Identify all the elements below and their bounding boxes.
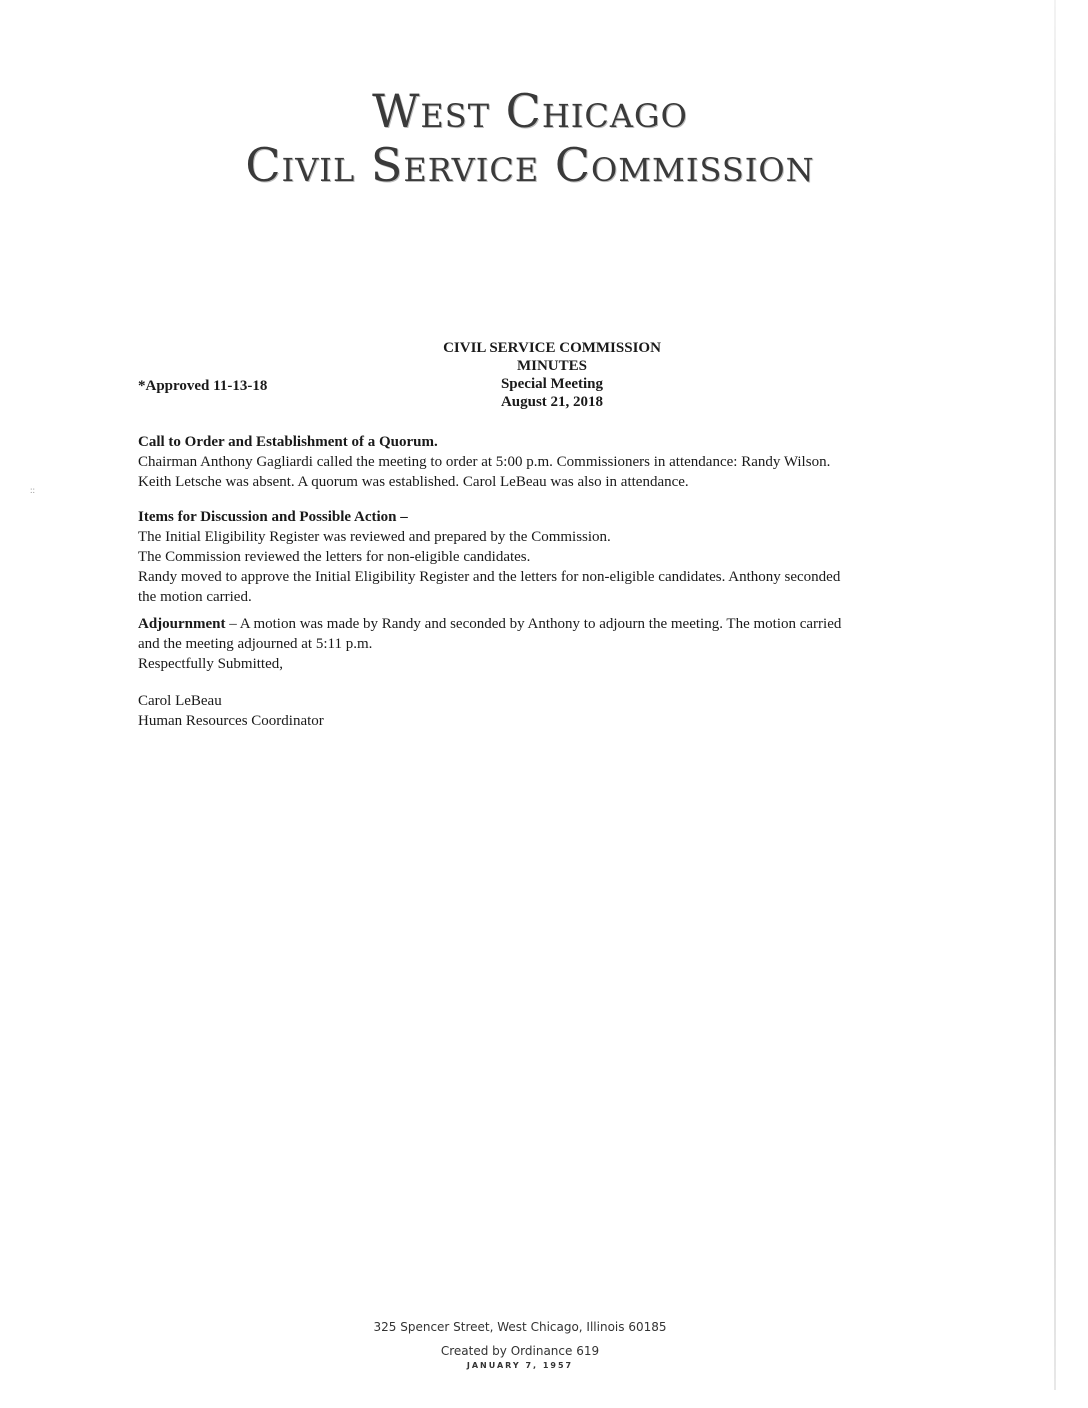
footer-address: 325 Spencer Street, West Chicago, Illinois 60185 — [373, 1320, 667, 1334]
adjournment-line-2: and the meeting adjourned at 5:11 p.m. — [138, 636, 373, 652]
heading-date: August 21, 2018 — [500, 394, 604, 410]
signatory-name: Carol LeBeau — [138, 693, 222, 709]
call-to-order-line-1: Chairman Anthony Gagliardi called the meeting to order at 5:00 p.m. Commissioners in attendance: Randy Wilson. — [138, 454, 831, 470]
closing-line: Respectfully Submitted, — [138, 656, 283, 672]
signatory-title: Human Resources Coordinator — [138, 713, 324, 729]
margin-mark: :: — [30, 485, 36, 495]
items-line-4: the motion carried. — [138, 589, 252, 605]
letterhead-line-2: Civil Service Commission — [245, 138, 815, 192]
section-items — [138, 507, 908, 607]
letterhead — [0, 84, 1060, 192]
footer-ordinance-date: JANUARY 7, 1957 — [466, 1361, 574, 1370]
signature-block — [138, 691, 908, 731]
minutes-heading — [402, 339, 702, 411]
adjournment-line-1 — [138, 614, 908, 634]
call-to-order-line-2: Keith Letsche was absent. A quorum was established. Carol LeBeau was also in attendance. — [138, 474, 689, 490]
items-line-3: Randy moved to approve the Initial Eligibility Register and the letters for non-eligible candidates. Anthony seconded — [138, 569, 841, 585]
section-title-call-to-order: Call to Order and Establishment of a Quorum. — [138, 434, 438, 450]
approval-note: *Approved 11-13-18 — [138, 378, 268, 394]
scan-edge-line — [1054, 0, 1056, 1390]
items-line-1: The Initial Eligibility Register was reviewed and prepared by the Commission. — [138, 529, 611, 545]
footer-ordinance: Created by Ordinance 619 — [440, 1344, 600, 1358]
heading-meeting-type: Special Meeting — [500, 376, 604, 392]
heading-minutes: MINUTES — [516, 358, 587, 374]
letterhead-line-1: West Chicago — [372, 84, 688, 138]
section-title-items: Items for Discussion and Possible Action – — [138, 509, 408, 525]
section-title-adjournment: Adjournment — [138, 616, 226, 632]
adjournment-text: – A motion was made by Randy and seconded by Anthony to adjourn the meeting. The motion carried — [225, 616, 842, 632]
section-adjournment — [138, 614, 908, 674]
heading-commission: CIVIL SERVICE COMMISSION — [443, 340, 661, 356]
items-line-2: The Commission reviewed the letters for non-eligible candidates. — [138, 549, 531, 565]
section-call-to-order — [138, 432, 908, 492]
